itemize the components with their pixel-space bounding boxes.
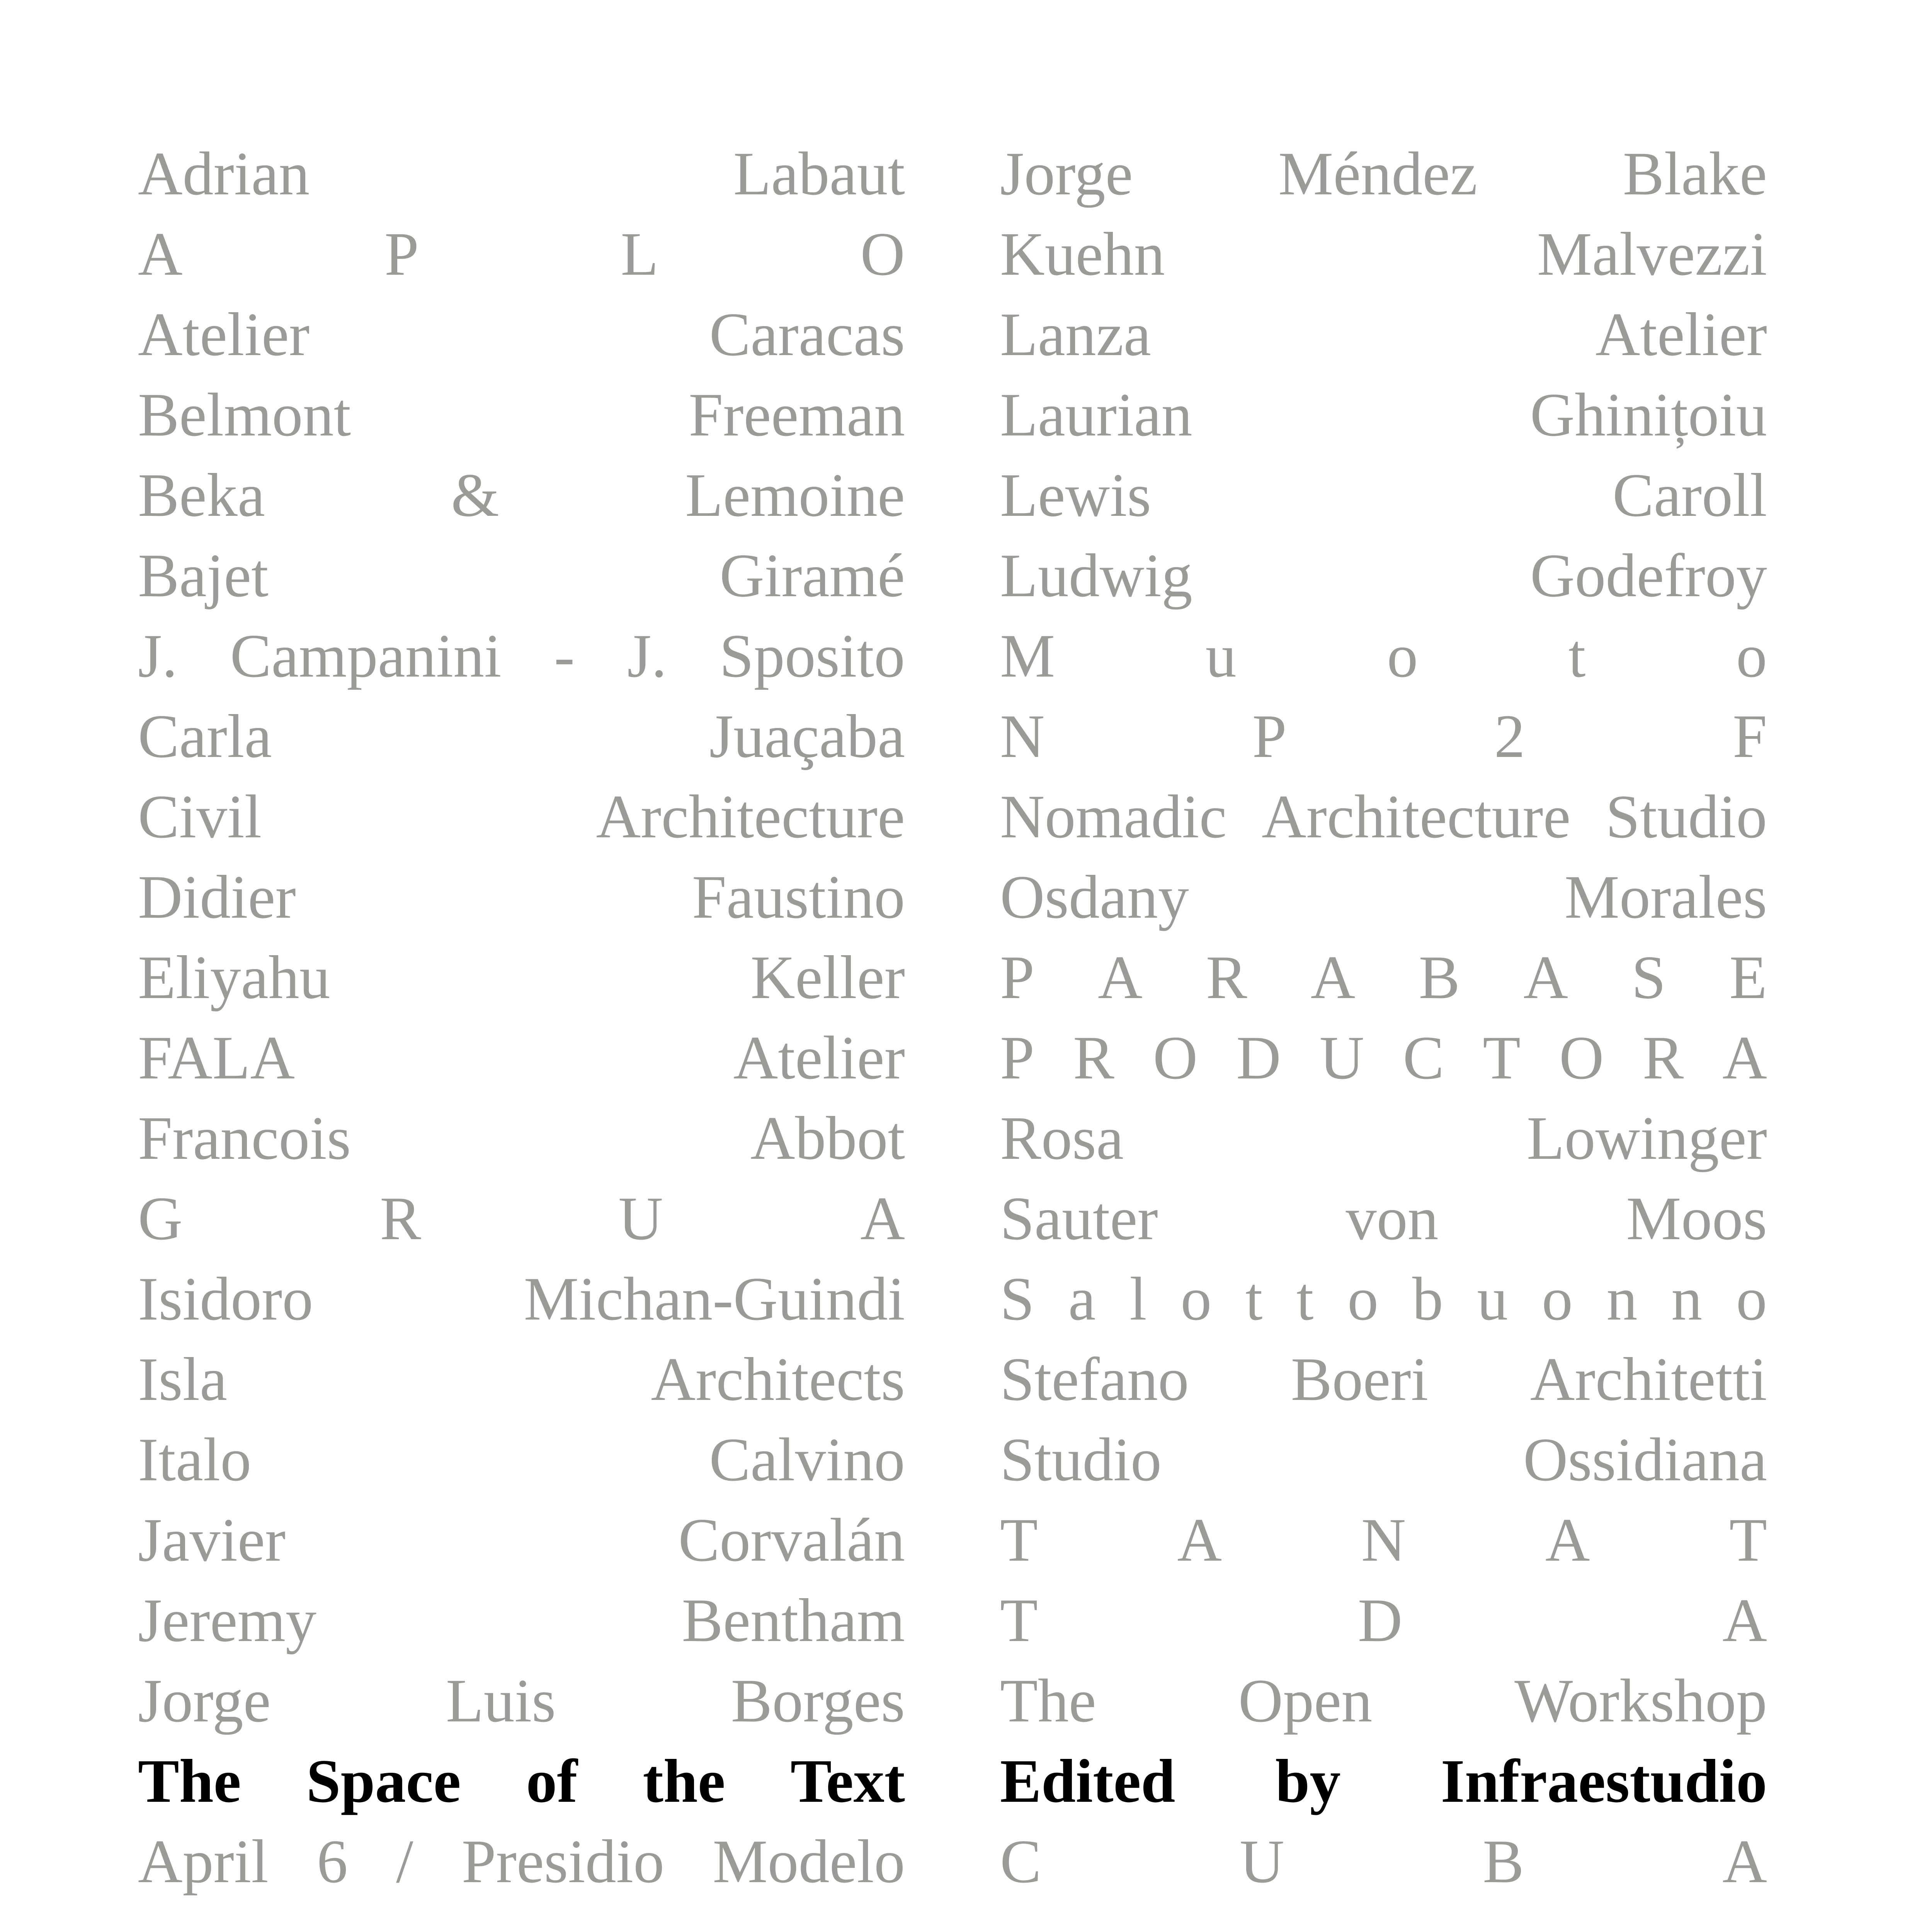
word: T	[1729, 1505, 1767, 1574]
word: S	[1000, 1264, 1034, 1333]
word: 2	[1494, 702, 1525, 770]
word: Modelo	[713, 1827, 905, 1896]
right-name-line	[1000, 776, 1767, 857]
left-name-line	[138, 616, 905, 696]
right-name-line	[1000, 1098, 1767, 1178]
word: A	[1523, 943, 1568, 1012]
word: Nomadic	[1000, 782, 1227, 851]
word: P	[1000, 1023, 1034, 1092]
word: o	[1347, 1264, 1379, 1333]
word: o	[1736, 621, 1767, 690]
left-name-line	[138, 1017, 905, 1098]
word: M	[1000, 621, 1055, 690]
word: T	[1483, 1023, 1521, 1092]
word: C	[1403, 1023, 1444, 1092]
word: L	[621, 219, 659, 288]
word: O	[860, 219, 905, 288]
word: Carla	[138, 702, 272, 770]
word: Sauter	[1000, 1184, 1158, 1253]
word: Isla	[138, 1345, 228, 1413]
word: Caracas	[709, 300, 905, 369]
word: Malvezzi	[1537, 219, 1767, 288]
word: Osdany	[1000, 862, 1189, 931]
word: Eliyahu	[138, 943, 330, 1012]
word: 6	[316, 1827, 348, 1896]
word: Beka	[138, 461, 265, 529]
word: Godefroy	[1530, 541, 1767, 610]
right-name-line	[1000, 1821, 1767, 1901]
word: O	[1559, 1023, 1604, 1092]
right-name-line	[1000, 294, 1767, 374]
word: Corvalán	[678, 1505, 905, 1574]
word: T	[1000, 1505, 1038, 1574]
word: Isidoro	[138, 1264, 313, 1333]
word: D	[1357, 1586, 1403, 1655]
word: Atelier	[138, 300, 310, 369]
word: Bentham	[682, 1586, 905, 1655]
right-name-line	[1000, 455, 1767, 535]
word: Francois	[138, 1104, 351, 1172]
word: b	[1412, 1264, 1443, 1333]
word: Architects	[651, 1345, 905, 1413]
word: The	[138, 1747, 241, 1815]
word: t	[1245, 1264, 1263, 1333]
word: B	[1483, 1827, 1524, 1896]
word: R	[1642, 1023, 1684, 1092]
word: A	[860, 1184, 905, 1253]
left-name-line	[138, 1660, 905, 1741]
word: A	[1545, 1505, 1590, 1574]
word: Stefano	[1000, 1345, 1189, 1413]
left-name-line	[138, 214, 905, 294]
word: O	[1153, 1023, 1198, 1092]
word: Javier	[138, 1505, 286, 1574]
right-name-line	[1000, 857, 1767, 937]
word: Calvino	[709, 1425, 905, 1494]
word: A	[1722, 1586, 1767, 1655]
left-name-line	[138, 1419, 905, 1500]
right-name-line	[1000, 1580, 1767, 1660]
word: R	[1206, 943, 1247, 1012]
word: a	[1068, 1264, 1096, 1333]
word: o	[1180, 1264, 1212, 1333]
word: Morales	[1564, 862, 1767, 931]
word: T	[1000, 1586, 1038, 1655]
word: Luis	[446, 1666, 556, 1735]
left-name-line	[138, 1098, 905, 1178]
word: P	[1000, 943, 1034, 1012]
word: Ludwig	[1000, 541, 1192, 610]
word: Blake	[1623, 139, 1767, 208]
right-name-line	[1000, 1178, 1767, 1259]
word: F	[1733, 702, 1767, 770]
word: Lewis	[1000, 461, 1152, 529]
word: von	[1345, 1184, 1439, 1253]
word: u	[1477, 1264, 1508, 1333]
word: April	[138, 1827, 269, 1896]
word: R	[380, 1184, 421, 1253]
word: Boeri	[1291, 1345, 1429, 1413]
word: U	[1240, 1827, 1284, 1896]
word: Méndez	[1278, 139, 1478, 208]
word: n	[1671, 1264, 1703, 1333]
word: Campanini	[230, 621, 502, 690]
word: J.	[138, 621, 178, 690]
word: Ossidiana	[1523, 1425, 1767, 1494]
word: l	[1129, 1264, 1147, 1333]
word: Jeremy	[138, 1586, 317, 1655]
word: Michan-Guindi	[524, 1264, 905, 1333]
word: G	[138, 1184, 183, 1253]
word: N	[1000, 702, 1045, 770]
word: A	[1722, 1023, 1767, 1092]
word: D	[1236, 1023, 1281, 1092]
word: S	[1631, 943, 1666, 1012]
word: Text	[790, 1747, 905, 1815]
word: Studio	[1000, 1425, 1162, 1494]
word: n	[1606, 1264, 1638, 1333]
word: C	[1000, 1827, 1041, 1896]
word: o	[1736, 1264, 1767, 1333]
left-name-line	[138, 455, 905, 535]
left-name-line	[138, 696, 905, 776]
word: o	[1387, 621, 1418, 690]
left-name-line	[138, 776, 905, 857]
word: /	[396, 1827, 413, 1896]
left-name-line	[138, 937, 905, 1017]
word: Kuehn	[1000, 219, 1165, 288]
right-name-line	[1000, 1339, 1767, 1419]
word: o	[1541, 1264, 1573, 1333]
right-name-line	[1000, 696, 1767, 776]
word: &	[451, 461, 499, 529]
left-name-line	[138, 857, 905, 937]
word: Freeman	[689, 380, 905, 449]
word: Giramé	[720, 541, 905, 610]
word: A	[138, 219, 183, 288]
word: Edited	[1000, 1747, 1175, 1815]
word: Adrian	[138, 139, 310, 208]
word: Keller	[750, 943, 905, 1012]
word: Lemoine	[685, 461, 905, 529]
word: Didier	[138, 862, 296, 931]
word: U	[1319, 1023, 1364, 1092]
word: Architecture	[596, 782, 905, 851]
word: Labaut	[733, 139, 905, 208]
word: Atelier	[1595, 300, 1767, 369]
right-title-line	[1000, 1741, 1767, 1821]
right-column	[1000, 133, 1767, 1901]
word: Open	[1238, 1666, 1373, 1735]
word: A	[1722, 1827, 1767, 1896]
right-name-line	[1000, 1660, 1767, 1741]
word: Faustino	[692, 862, 905, 931]
word: Workshop	[1514, 1666, 1767, 1735]
word: t	[1568, 621, 1586, 690]
word: J.	[627, 621, 667, 690]
right-name-line	[1000, 1259, 1767, 1339]
right-name-line	[1000, 1500, 1767, 1580]
word: Caroll	[1613, 461, 1767, 529]
word: B	[1419, 943, 1460, 1012]
word: Borges	[731, 1666, 905, 1735]
word: of	[526, 1747, 578, 1815]
word: Bajet	[138, 541, 269, 610]
word: Jorge	[138, 1666, 271, 1735]
word: The	[1000, 1666, 1096, 1735]
word: Lowinger	[1526, 1104, 1767, 1172]
word: Belmont	[138, 380, 351, 449]
word: R	[1073, 1023, 1114, 1092]
word: A	[1310, 943, 1356, 1012]
word: -	[554, 621, 575, 690]
left-column	[138, 133, 905, 1901]
word: Studio	[1606, 782, 1767, 851]
right-name-line	[1000, 1419, 1767, 1500]
word: Lanza	[1000, 300, 1151, 369]
word: u	[1205, 621, 1237, 690]
right-name-line	[1000, 133, 1767, 214]
right-name-line	[1000, 535, 1767, 616]
left-name-line	[138, 1178, 905, 1259]
left-name-line	[138, 1821, 905, 1901]
right-name-line	[1000, 1017, 1767, 1098]
word: the	[643, 1747, 725, 1815]
word: Sposito	[719, 621, 905, 690]
word: t	[1296, 1264, 1314, 1333]
word: Rosa	[1000, 1104, 1124, 1172]
right-name-line	[1000, 374, 1767, 455]
word: A	[1098, 943, 1143, 1012]
word: P	[1252, 702, 1287, 770]
word: P	[384, 219, 419, 288]
left-name-line	[138, 133, 905, 214]
word: Infraestudio	[1441, 1747, 1767, 1815]
left-name-line	[138, 374, 905, 455]
word: Ghinițoiu	[1530, 380, 1767, 449]
right-name-line	[1000, 616, 1767, 696]
word: Italo	[138, 1425, 252, 1494]
left-name-line	[138, 1500, 905, 1580]
right-name-line	[1000, 214, 1767, 294]
left-name-line	[138, 1259, 905, 1339]
left-name-line	[138, 294, 905, 374]
left-name-line	[138, 1580, 905, 1660]
word: A	[1177, 1505, 1222, 1574]
word: by	[1275, 1747, 1341, 1815]
left-title-line	[138, 1741, 905, 1821]
word: Architecture	[1262, 782, 1571, 851]
word: N	[1361, 1505, 1406, 1574]
word: E	[1729, 943, 1767, 1012]
left-name-line	[138, 535, 905, 616]
word: Moos	[1626, 1184, 1767, 1253]
word: Jorge	[1000, 139, 1133, 208]
word: Atelier	[733, 1023, 905, 1092]
word: Laurian	[1000, 380, 1192, 449]
left-name-line	[138, 1339, 905, 1419]
word: FALA	[138, 1023, 295, 1092]
word: Architetti	[1530, 1345, 1767, 1413]
right-name-line	[1000, 937, 1767, 1017]
word: Space	[306, 1747, 461, 1815]
word: Presidio	[461, 1827, 665, 1896]
word: Juaçaba	[709, 702, 905, 770]
word: Civil	[138, 782, 262, 851]
word: Abbot	[750, 1104, 905, 1172]
word: U	[618, 1184, 663, 1253]
